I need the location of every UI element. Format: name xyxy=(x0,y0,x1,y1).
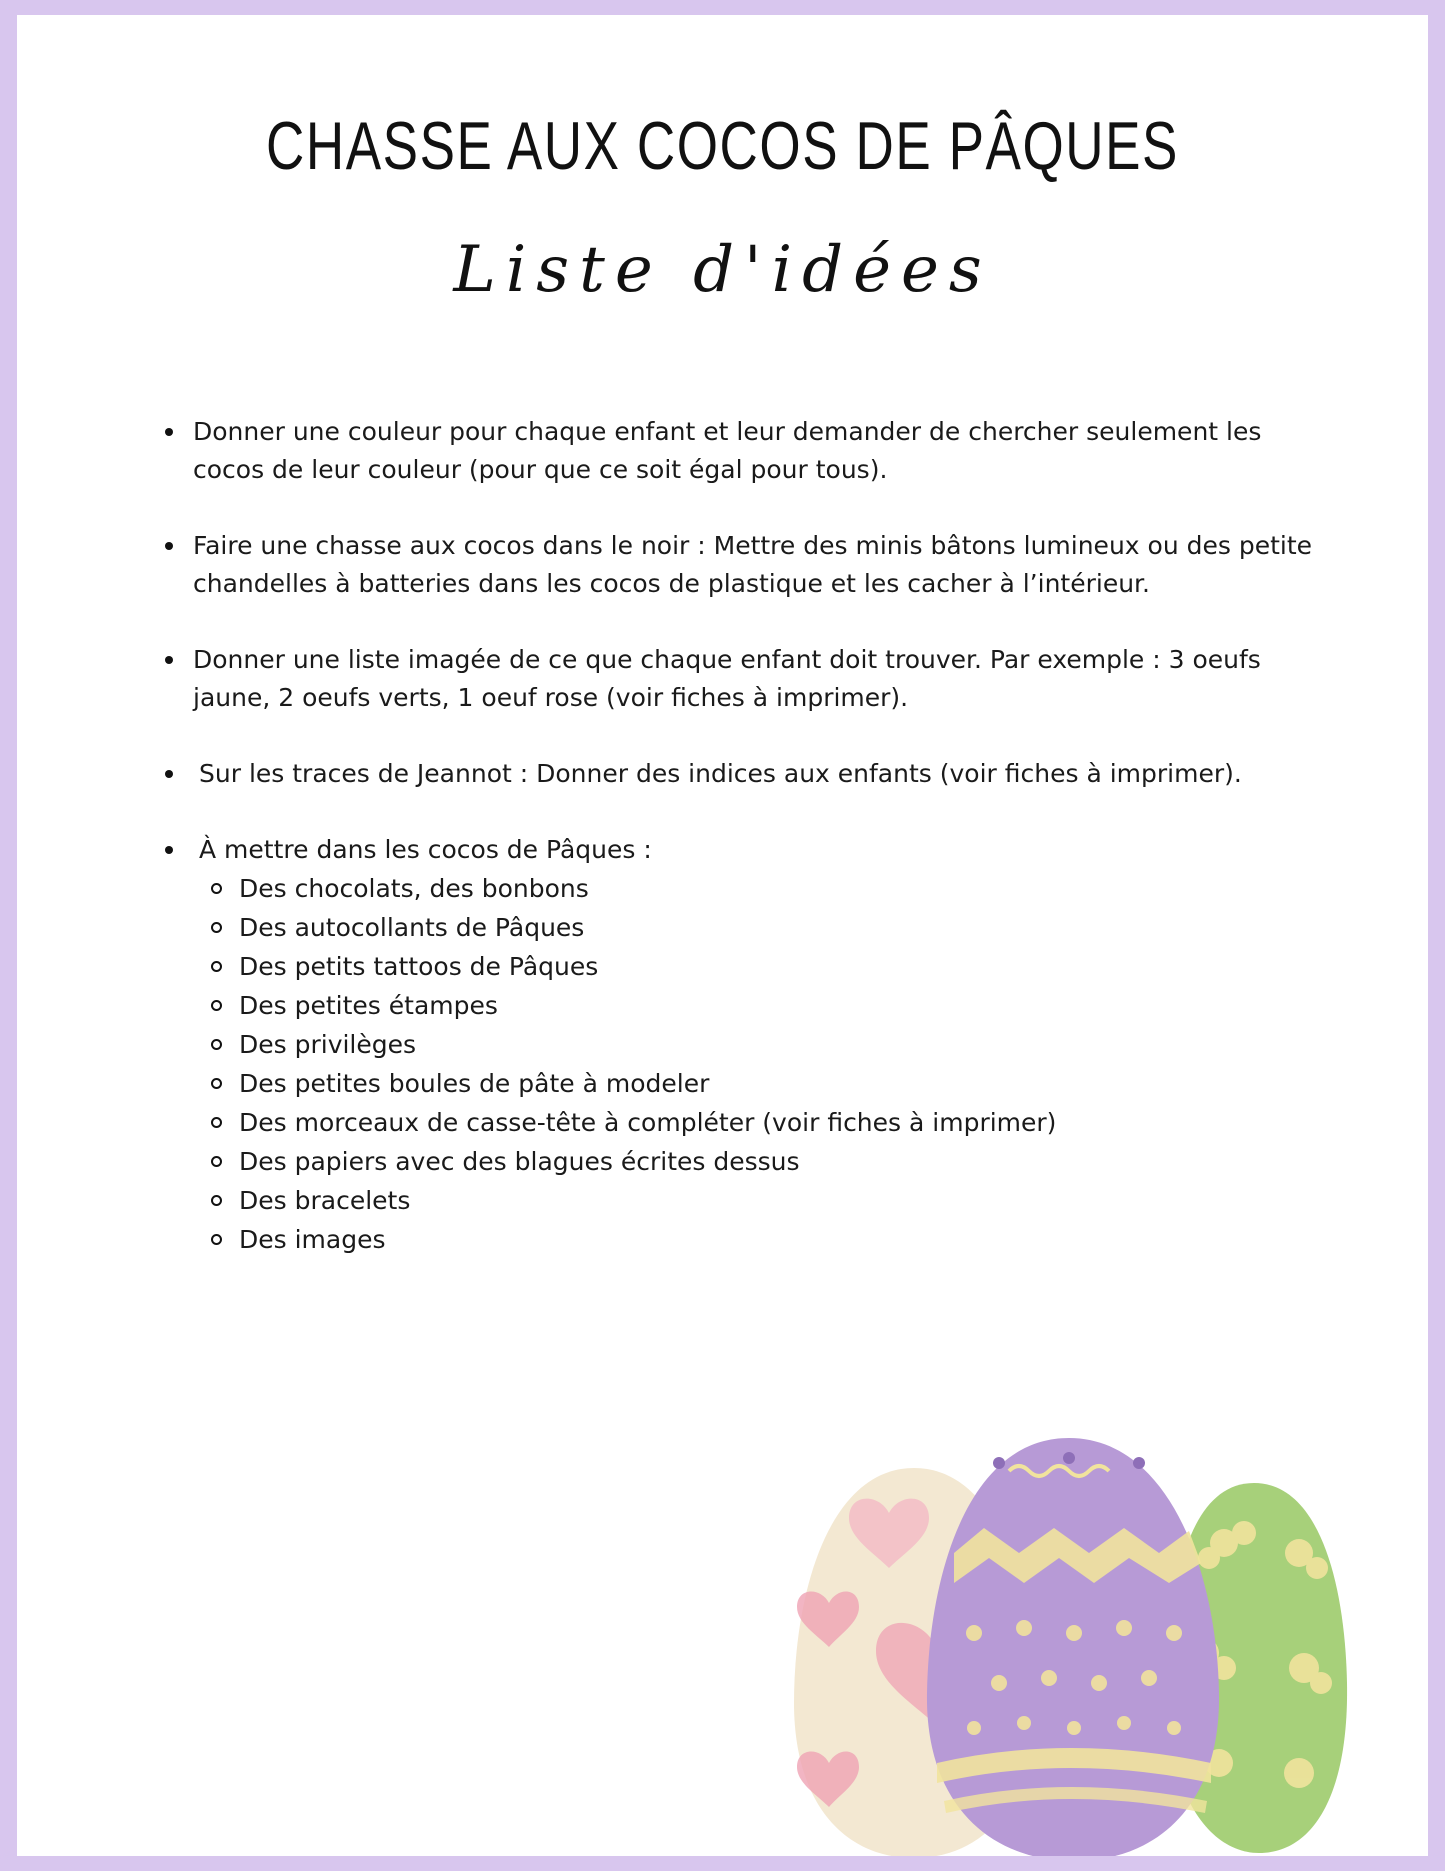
sub-list-item: Des petites boules de pâte à modeler xyxy=(211,1064,1335,1103)
page-title: CHASSE AUX COCOS DE PÂQUES xyxy=(265,108,1179,184)
page-subtitle: Liste d'idées xyxy=(453,233,992,307)
sub-list-item: Des papiers avec des blagues écrites dessus xyxy=(211,1142,1335,1181)
ideas-list xyxy=(165,413,1335,1297)
sub-list-item: Des petits tattoos de Pâques xyxy=(211,947,1335,986)
sub-list-item: Des morceaux de casse-tête à compléter (voir fiches à imprimer) xyxy=(211,1103,1335,1142)
easter-eggs-illustration xyxy=(769,1433,1428,1856)
sub-list-item: Des petites étampes xyxy=(211,986,1335,1025)
sub-list-item: Des bracelets xyxy=(211,1181,1335,1220)
list-item: Donner une couleur pour chaque enfant et leur demander de chercher seulement les cocos de leur couleur (pour que ce soit égal pour tous). xyxy=(165,413,1335,489)
list-item: Donner une liste imagée de ce que chaque enfant doit trouver. Par exemple : 3 oeufs jaune, 2 oeufs verts, 1 oeuf rose (voir fiches à imprimer). xyxy=(165,641,1335,717)
sub-list-item: Des images xyxy=(211,1220,1335,1259)
list-item: Sur les traces de Jeannot : Donner des indices aux enfants (voir fiches à imprimer). xyxy=(165,755,1335,793)
sub-list-item: Des privilèges xyxy=(211,1025,1335,1064)
sublist-heading: À mettre dans les cocos de Pâques : xyxy=(199,835,652,864)
list-item: Faire une chasse aux cocos dans le noir : Mettre des minis bâtons lumineux ou des petite chandelles à batteries dans les cocos de plastique et les cacher à l’intérieur. xyxy=(165,527,1335,603)
sub-list-item: Des autocollants de Pâques xyxy=(211,908,1335,947)
sub-list-item: Des chocolats, des bonbons xyxy=(211,869,1335,908)
page xyxy=(17,15,1428,1856)
list-item-with-sublist xyxy=(165,831,1335,1259)
sub-list xyxy=(165,869,1335,1259)
